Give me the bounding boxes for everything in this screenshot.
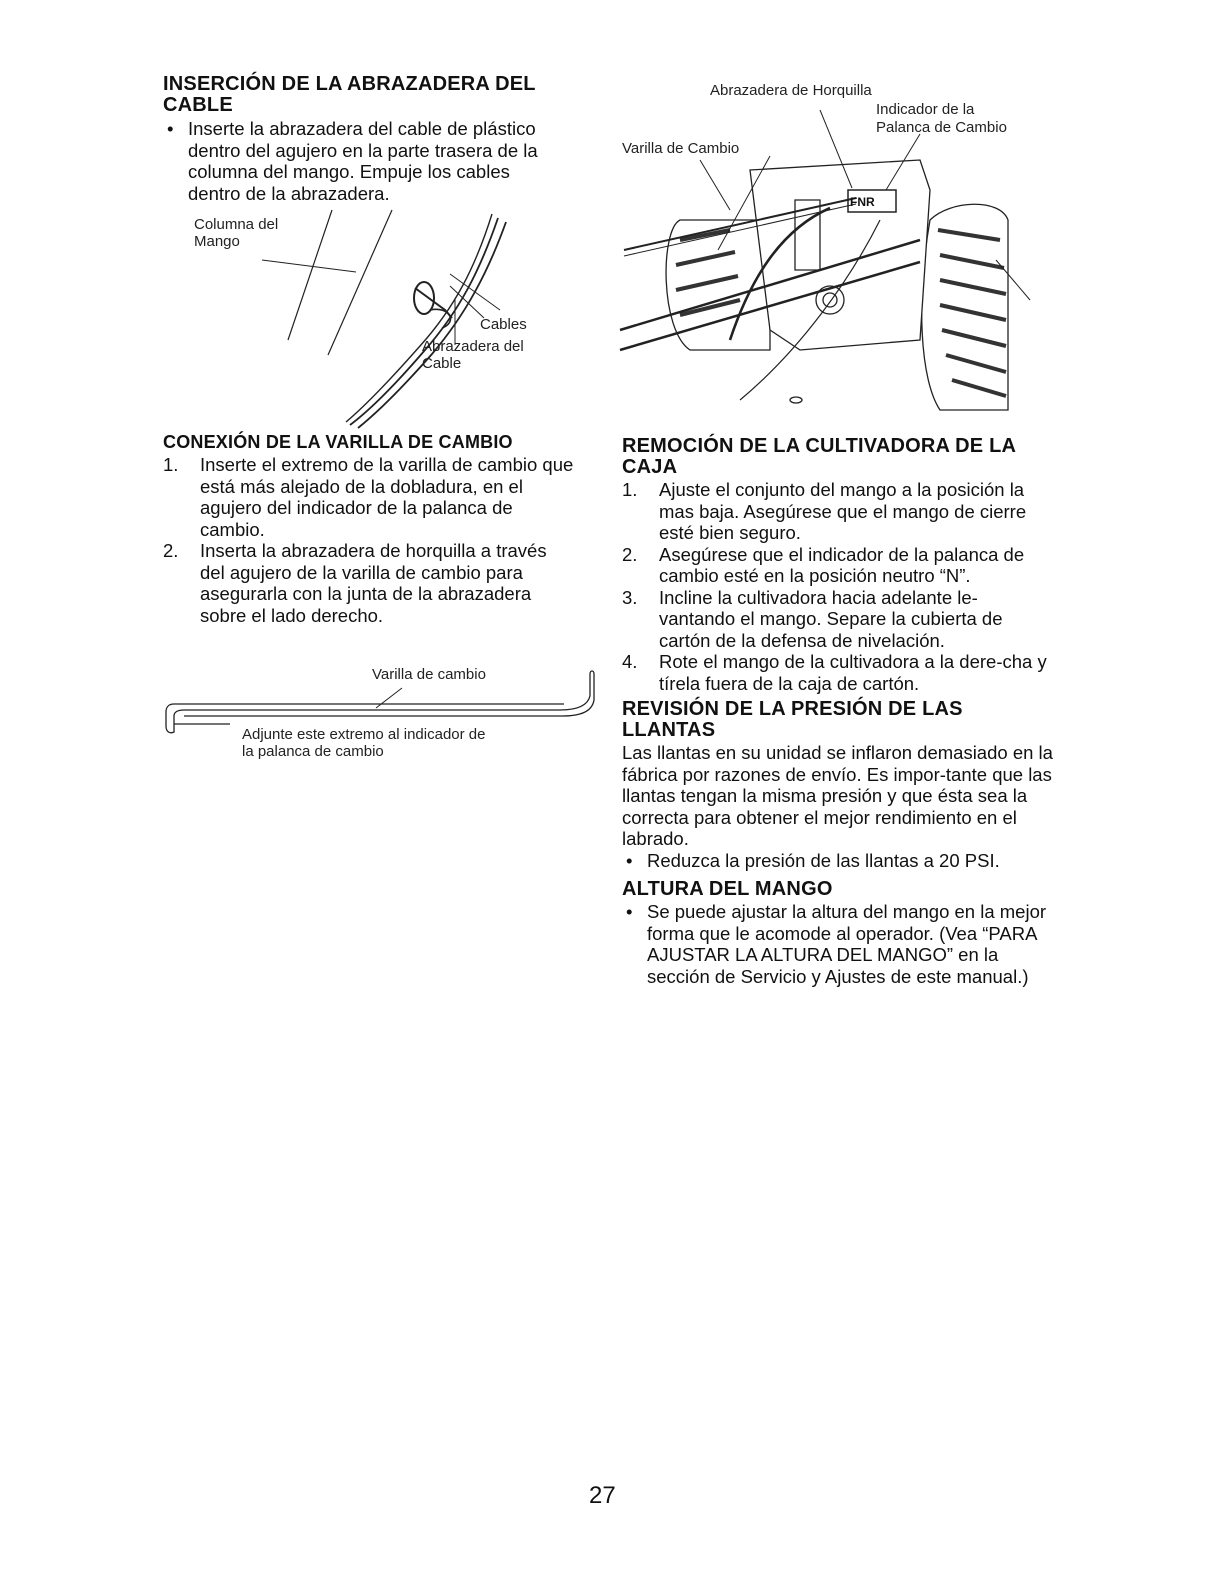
shift-rod-figure (160, 660, 600, 760)
list-item: 1. Inserte el extremo de la varilla de cambio que está más alejado de la dobladura, en el agujero del indicador de la palanca de cambio. (163, 454, 574, 540)
tiller-figure (620, 80, 1040, 420)
page-number: 27 (589, 1482, 616, 1509)
heading-remove-from-box: REMOCIÓN DE LA CULTIVADORA DE LA CAJA (622, 435, 1016, 478)
section-tire-pressure (622, 699, 1062, 871)
tire-pressure-list (622, 850, 1062, 872)
heading-tire-pressure: REVISIÓN DE LA PRESIÓN DE LAS LLANTAS (622, 698, 963, 741)
caption-column-line2: Mango (194, 233, 240, 250)
section-remove-from-box (622, 436, 1062, 694)
heading-cable-clamp: INSERCIÓN DE LA ABRAZADERA DEL CABLE (163, 73, 536, 116)
caption-indicator-line1: Indicador de la (876, 101, 975, 118)
section-cable-clamp (163, 74, 603, 204)
caption-shift-rod: Varilla de cambio (372, 666, 486, 683)
list-item: 1. Ajuste el conjunto del mango a la posición la mas baja. Asegúrese que el mango de cierre esté bien seguro. (622, 479, 1027, 543)
indicator-letters: FNR (850, 195, 875, 209)
heading-handle-height: ALTURA DEL MANGO (622, 878, 833, 900)
handle-height-list (622, 901, 1054, 987)
tire-pressure-paragraph: Las llantas en su unidad se inflaron demasiado en la fábrica por razones de envío. Es impor-tante que las llantas tengan la misma presión y que ésta sea la correcta para obtener el mejor rendimiento en el labrado. (622, 742, 1053, 849)
list-item: 2. Inserta la abrazadera de horquilla a través del agujero de la varilla de cambio para asegurarla con la junta de la abrazadera sobre el lado derecho. (163, 540, 547, 626)
caption-shift-rod-right: Varilla de Cambio (622, 140, 740, 157)
heading-shift-rod: CONEXIÓN DE LA VARILLA DE CAMBIO (163, 432, 513, 452)
caption-clamp-line2: Cable (422, 355, 462, 372)
list-item: • Reduzca la presión de las llantas a 20 PSI. (622, 850, 1062, 872)
cable-clamp-list (163, 118, 563, 204)
remove-steps (622, 479, 1052, 694)
section-shift-rod (163, 432, 583, 626)
cable-clamp-figure (160, 210, 600, 430)
list-item: • Se puede ajustar la altura del mango en la mejor forma que le acomode al operador. (Vea “PARA AJUSTAR LA ALTURA DEL MANGO” en la sección de Servicio y Ajustes de este manual.) (622, 901, 1054, 987)
list-item: 2. Asegúrese que el indicador de la palanca de cambio esté en la posición neutro “N”. (622, 543, 1025, 586)
list-item: 4. Rote el mango de la cultivadora a la dere-cha y tírela fuera de la caja de cartón. (622, 651, 1047, 694)
caption-attach-line1: Adjunte este extremo al indicador de (242, 726, 486, 743)
list-item: • Inserte la abrazadera del cable de plástico dentro del agujero en la parte trasera de la columna del mango. Empuje los cables dentro de la abrazadera. (163, 118, 563, 204)
caption-attach-line2: la palanca de cambio (242, 743, 384, 760)
list-item: 3. Incline la cultivadora hacia adelante le-vantando el mango. Separe la cubierta de cartón de la defensa de nivelación. (622, 586, 1003, 651)
shift-rod-steps (163, 454, 575, 626)
caption-column-line1: Columna del (194, 216, 279, 233)
caption-clamp-line1: Abrazadera del (422, 338, 524, 355)
caption-hairpin: Abrazadera de Horquilla (710, 82, 872, 99)
caption-indicator-line2: Palanca de Cambio (876, 119, 1007, 136)
section-handle-height (622, 879, 1062, 987)
caption-cables: Cables (480, 316, 527, 333)
